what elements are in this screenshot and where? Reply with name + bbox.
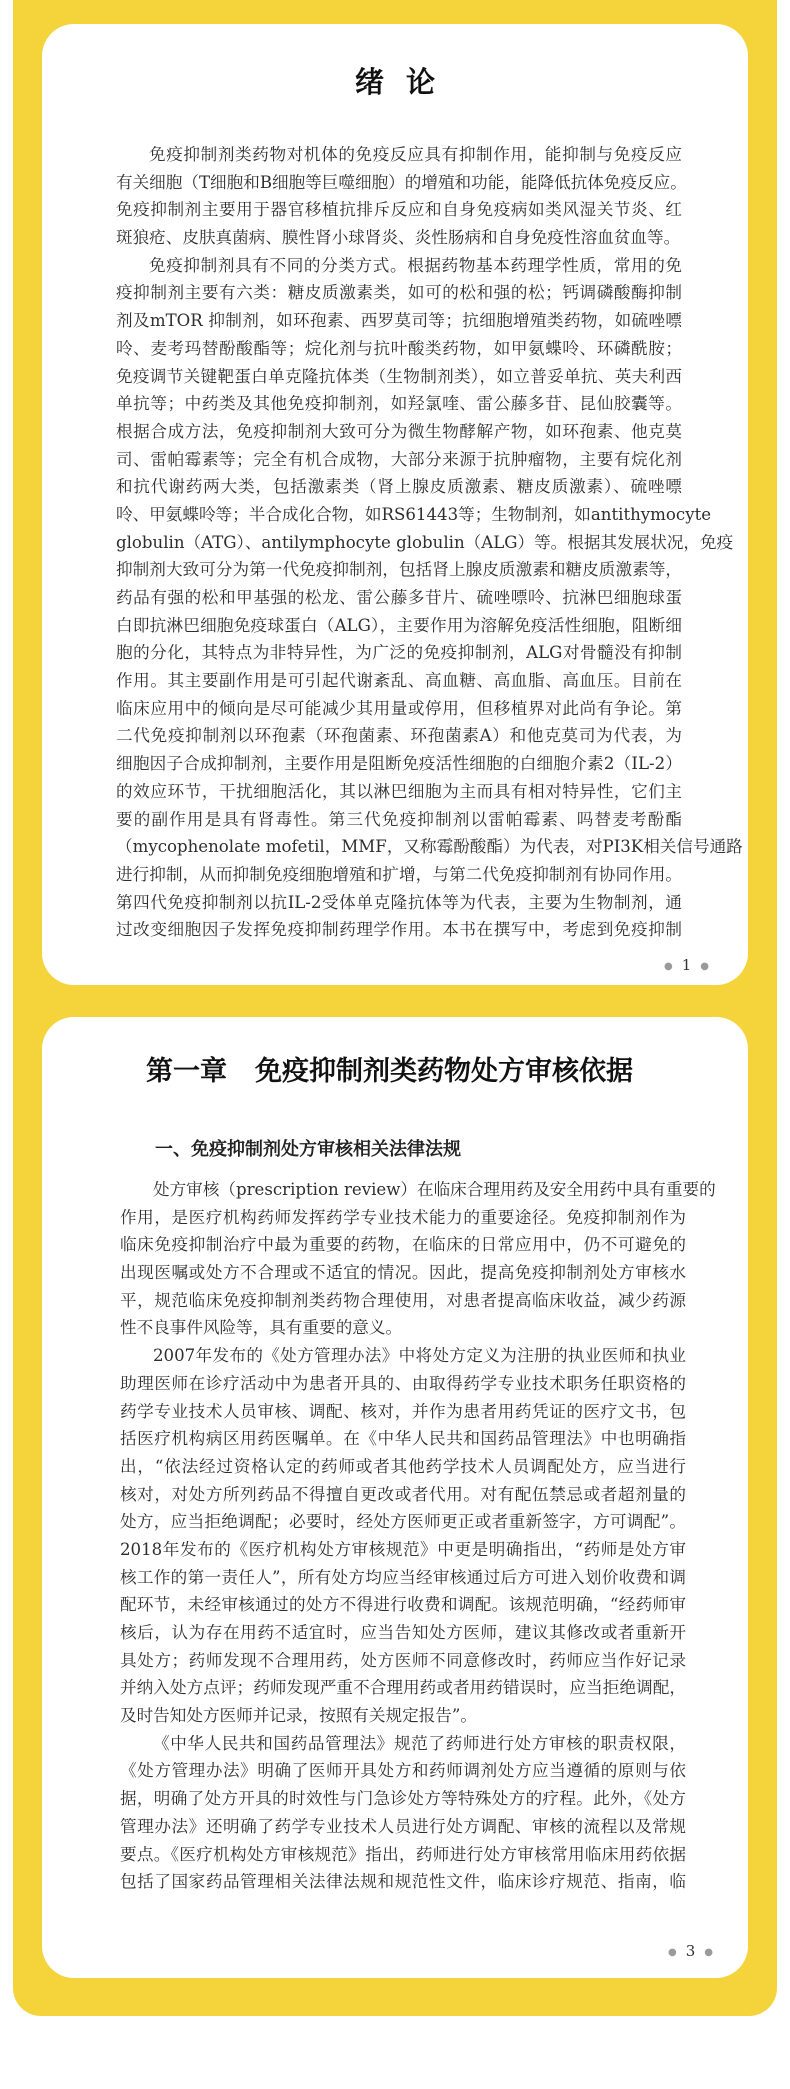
paragraph-line: 括医疗机构病区用药医嘱单。在《中华人民共和国药品管理法》中也明确指 xyxy=(120,1429,686,1449)
paragraph-line: 二代免疫抑制剂以环孢素（环孢菌素、环孢菌素A）和他克莫司为代表，为 xyxy=(116,726,682,746)
paragraph-line: 核工作的第一责任人”，所有处方均应当经审核通过后方可进入划价收费和调 xyxy=(120,1567,686,1587)
page-card-1 xyxy=(42,24,748,985)
paragraph-line: 司、雷帕霉素等；完全有机合成物，大部分来源于抗肿瘤物，主要有烷化剂 xyxy=(116,449,682,469)
paragraph-line: 疫抑制剂主要有六类：糖皮质激素类，如可的松和强的松；钙调磷酸酶抑制 xyxy=(116,283,682,303)
dot-icon: ● xyxy=(704,1946,714,1958)
paragraph-line: 斑狼疮、皮肤真菌病、膜性肾小球肾炎、炎性肠病和自身免疫性溶血贫血等。 xyxy=(116,228,681,248)
paragraph-line: 有关细胞（T细胞和B细胞等巨噬细胞）的增殖和功能，能降低抗体免疫反应。 xyxy=(116,172,687,192)
paragraph-line: 抑制剂大致可分为第一代免疫抑制剂，包括肾上腺皮质激素和糖皮质激素等， xyxy=(116,560,682,580)
paragraph-line: 处方审核（prescription review）在临床合理用药及安全用药中具有重要的 xyxy=(153,1180,716,1199)
dot-icon: ● xyxy=(700,960,710,972)
paragraph-line: 要的副作用是具有肾毒性。第三代免疫抑制剂以雷帕霉素、吗替麦考酚酯 xyxy=(116,809,682,829)
paragraph-line: （mycophenolate mofetil，MMF，又称霉酚酸酯）为代表，对PI3K相关信号通路 xyxy=(116,837,743,857)
paragraph-line: 核对，对处方所列药品不得擅自更改或者代用。对有配伍禁忌或者超剂量的 xyxy=(120,1484,686,1504)
body-text xyxy=(120,1176,716,1896)
paragraph-line: 免疫抑制剂类药物对机体的免疫反应具有抑制作用，能抑制与免疫反应 xyxy=(149,145,682,164)
paragraph-line: 第四代免疫抑制剂以抗IL-2受体单克隆抗体等为代表，主要为生物制剂，通 xyxy=(116,892,682,912)
paragraph-line: 核后，认为存在用药不适宜时，应当告知处方医师，建议其修改或者重新开 xyxy=(120,1623,686,1642)
paragraph-line: 剂及mTOR 抑制剂，如环孢素、西罗莫司等；抗细胞增殖类药物，如硫唑嘌 xyxy=(116,311,682,331)
paragraph-line: 助理医师在诊疗活动中为患者开具的、由取得药学专业技术职务任职资格的 xyxy=(120,1373,686,1393)
paragraph-line: 根据合成方法，免疫抑制剂大致可分为微生物酵解产物，如环孢素、他克莫 xyxy=(116,421,682,441)
paragraph-line: 包括了国家药品管理相关法律法规和规范性文件，临床诊疗规范、指南，临 xyxy=(120,1872,686,1892)
paragraph-line: 进行抑制，从而抑制免疫细胞增殖和扩增，与第二代免疫抑制剂有协同作用。 xyxy=(116,864,682,884)
paragraph-line: 据，明确了处方开具的时效性与门急诊处方等特殊处方的疗程。此外，《处方 xyxy=(120,1789,686,1809)
paragraph-line: 药品有强的松和甲基强的松龙、雷公藤多苷片、硫唑嘌呤、抗淋巴细胞球蛋 xyxy=(116,588,682,607)
paragraph-line: 呤、甲氨蝶呤等；半合成化合物，如RS61443等；生物制剂，如antithymocyte xyxy=(116,504,712,524)
page-number-value: 3 xyxy=(685,1942,696,1960)
paragraph-line: 作用，是医疗机构药师发挥药学专业技术能力的重要途径。免疫抑制剂作为 xyxy=(120,1207,686,1227)
paragraph-line: globulin（ATG）、antilymphocyte globulin（ALG）等。根据其发展状况，免疫 xyxy=(116,532,734,552)
paragraph-line: 细胞因子合成抑制剂，主要作用是阻断免疫活性细胞的白细胞介素2（IL-2） xyxy=(116,754,682,774)
page-title: 绪论 xyxy=(354,65,457,99)
body-text xyxy=(116,141,743,944)
chapter-name: 免疫抑制剂类药物处方审核依据 xyxy=(255,1056,633,1087)
paragraph-line: 平，规范临床免疫抑制剂类药物合理使用，对患者提高临床收益，减少药源 xyxy=(120,1290,686,1310)
page-number xyxy=(655,956,718,974)
paragraph-line: 白即抗淋巴细胞免疫球蛋白（ALG），主要作用为溶解免疫活性细胞，阻断细 xyxy=(116,615,682,635)
dot-icon: ● xyxy=(664,960,673,972)
paragraph-line: 出，“依法经过资格认定的药师或者其他药学技术人员调配处方，应当进行 xyxy=(120,1456,686,1476)
paragraph-line: 药学专业技术人员审核、调配、核对，并作为患者用药凭证的医疗文书，包 xyxy=(120,1401,686,1421)
paragraph-line: 和抗代谢药两大类，包括激素类（肾上腺皮质激素、糖皮质激素）、硫唑嘌 xyxy=(116,477,682,497)
paragraph-line: 要点。《医疗机构处方审核规范》指出，药师进行处方审核常用临床用药依据 xyxy=(120,1844,686,1864)
paragraph-line: 《处方管理办法》明确了医师开具处方和药师调剂处方应当遵循的原则与依 xyxy=(120,1761,686,1781)
paragraph-line: 免疫抑制剂主要用于器官移植抗排斥反应和自身免疫病如类风湿关节炎、红 xyxy=(116,200,682,220)
paragraph-line: 性不良事件风险等，具有重要的意义。 xyxy=(120,1318,403,1338)
paragraph-line: 单抗等；中药类及其他免疫抑制剂，如羟氯喹、雷公藤多苷、昆仙胶囊等。 xyxy=(116,394,682,414)
paragraph-line: 2007年发布的《处方管理办法》中将处方定义为注册的执业医师和执业 xyxy=(153,1346,686,1366)
paragraph-line: 免疫抑制剂具有不同的分类方式。根据药物基本药理学性质，常用的免 xyxy=(149,255,682,275)
paragraph-line: 《中华人民共和国药品管理法》规范了药师进行处方审核的职责权限， xyxy=(153,1733,686,1753)
paragraph-line: 并纳入处方点评；药师发现严重不合理用药或者用药错误时，应当拒绝调配， xyxy=(120,1678,686,1698)
paragraph-line: 临床应用中的倾向是尽可能减少其用量或停用，但移植界对此尚有争论。第 xyxy=(116,698,682,718)
dot-icon: ● xyxy=(668,1946,677,1958)
chapter-title xyxy=(146,1054,633,1090)
paragraph-line: 具处方；药师发现不合理用药，处方医师不同意修改时，药师应当作好记录 xyxy=(120,1650,686,1670)
paragraph-line: 配环节，未经审核通过的处方不得进行收费和调配。该规范明确，“经药师审 xyxy=(120,1595,686,1615)
paragraph-line: 胞的分化，其特点为非特异性，为广泛的免疫抑制剂，ALG对骨髓没有抑制 xyxy=(116,643,682,663)
page-card-3 xyxy=(42,1017,748,1978)
chapter-label: 第一章 xyxy=(146,1056,227,1087)
page-number xyxy=(659,1942,722,1960)
paragraph-line: 过改变细胞因子发挥免疫抑制药理学作用。本书在撰写中，考虑到免疫抑制 xyxy=(116,920,682,940)
paragraph-line: 的效应环节，干扰细胞活化，其以淋巴细胞为主而具有相对特异性，它们主 xyxy=(116,781,682,801)
paragraph-line: 作用。其主要副作用是可引起代谢紊乱、高血糖、高血脂、高血压。目前在 xyxy=(116,671,682,691)
paragraph-line: 临床免疫抑制治疗中最为重要的药物，在临床的日常应用中，仍不可避免的 xyxy=(120,1235,686,1255)
section-title: 一、免疫抑制剂处方审核相关法律法规 xyxy=(155,1139,461,1160)
paragraph-line: 出现医嘱或处方不合理或不适宜的情况。因此，提高免疫抑制剂处方审核水 xyxy=(120,1263,686,1283)
paragraph-line: 及时告知处方医师并记录，按照有关规定报告”。 xyxy=(120,1706,477,1726)
paragraph-line: 2018年发布的《医疗机构处方审核规范》中更是明确指出，“药师是处方审 xyxy=(120,1539,686,1559)
paragraph-line: 管理办法》还明确了药学专业技术人员进行处方调配、审核的流程以及常规 xyxy=(120,1816,686,1836)
paragraph-line: 免疫调节关键靶蛋白单克隆抗体类（生物制剂类），如立普妥单抗、英夫利西 xyxy=(116,366,682,386)
page-number-value: 1 xyxy=(681,956,692,974)
paragraph-line: 呤、麦考玛替酚酸酯等；烷化剂与抗叶酸类药物，如甲氨蝶呤、环磷酰胺； xyxy=(116,338,682,358)
paragraph-line: 处方，应当拒绝调配；必要时，经处方医师更正或者重新签字，方可调配”。 xyxy=(120,1512,686,1532)
